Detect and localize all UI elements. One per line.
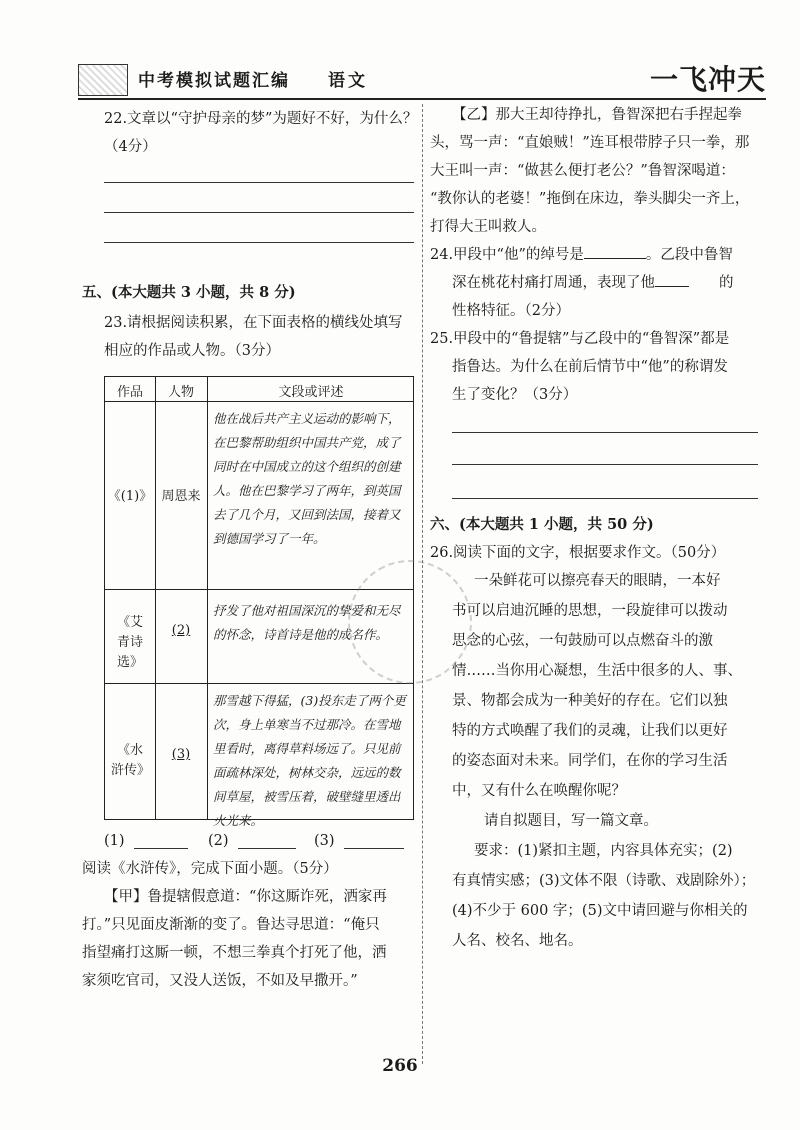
essay-line7: 的姿态面对未来。同学们，在你的学习生活 [452,753,728,769]
fill-blank-3[interactable] [344,848,404,849]
question-24-text-c: 深在桃花村痛打周通，表现了他 [452,275,655,291]
passage-yi-line3: 大王叫一声：“做甚么便打老公？”鲁智深喝道： [430,163,735,179]
essay-prompt: 请自拟题目，写一篇文章。 [484,813,658,829]
answer-line[interactable] [452,498,758,499]
question-24-line3: 性格特征。（2分） [452,303,570,319]
table-row-1-desc: 他在战后共产主义运动的影响下，在巴黎帮助组织中国共产党，成了同时在中国成立的这个组织的创建人。他在巴黎学习了两年，到英国去了几个月，又回到法国，接着又到德国学习了一年。 [213,411,401,546]
table-row-3-desc: 那雪越下得猛，(3)投东走了两个更次，身上单寒当不过那冷。在雪地里看时，离得草料场远了。只见前面疏林深处，树林交杂，远远的数间草屋，被雪压着，破壁缝里透出火光来。 [213,693,406,828]
question-25-line1: 25.甲段中的“鲁提辖”与乙段中的“鲁智深”都是 [430,331,730,347]
header-subject: 语文 [328,71,368,91]
answer-line[interactable] [104,182,414,183]
header-brand: 一飞冲天 [649,63,766,96]
essay-line1: 一朵鲜花可以擦亮春天的眼睛，一本好 [474,573,721,589]
passage-yi-line2: 头，骂一声：“直娘贼！”连耳根带脖子只一拳，那 [430,135,750,151]
question-23-line1: 23.请根据阅读积累，在下面表格的横线处填写 [104,315,403,331]
page-header [78,58,766,98]
fill-blank-1[interactable] [134,848,188,849]
question-26: 26.阅读下面的文字，根据要求作文。（50分） [430,545,726,561]
answer-line[interactable] [452,432,758,433]
question-24-line1 [430,242,733,268]
question-24-line2 [452,270,734,296]
book-logo-icon [78,64,128,96]
question-24-text-a: 24.甲段中“他”的绰号是 [430,247,584,263]
passage-yi-line4: “教你认的老婆！”拖倒在床边，拳头脚尖一齐上， [430,191,750,207]
q24-blank-trait[interactable] [655,286,689,287]
question-25-line3: 生了变化？（3分） [452,387,578,403]
answer-line[interactable] [452,464,758,465]
table-row-2-desc: 抒发了他对祖国深沉的挚爱和无尽的怀念，诗首诗是他的成名作。 [213,603,401,642]
essay-line4: 情……当你用心凝想，生活中很多的人、事、 [452,663,742,679]
q24-blank-nickname[interactable] [584,258,646,259]
essay-line3: 思念的心弦，一句鼓励可以点燃奋斗的激 [452,633,713,649]
page-number: 266 [382,1056,418,1076]
table-header-person: 人物 [167,385,194,400]
table-row-2-work: 《艾青诗选》 [116,615,143,670]
essay-requirements-line2: 有真情实感；(3)文体不限（诗歌、戏剧除外）； [452,873,756,889]
header-title: 中考模拟试题汇编 [138,71,290,91]
essay-requirements-line1: 要求：(1)紧扣主题，内容具体充实；(2) [474,843,733,859]
passage-jia-line4: 家须吃官司，又没人送饭，不如及早撒开。” [82,973,358,989]
question-22: 22.文章以“守护母亲的梦”为题好不好，为什么？ [104,111,418,127]
table-header-desc: 文段或评述 [278,385,344,400]
fill-label-1: (1) [104,833,125,849]
passage-jia-line2: 打。”只见面皮渐渐的变了。鲁达寻思道：“俺只 [82,917,380,933]
question-22-score: （4分） [104,139,157,155]
reading-intro: 阅读《水浒传》，完成下面小题。（5分） [82,861,338,877]
question-25-line2: 指鲁达。为什么在前后情节中“他”的称谓发 [452,359,728,375]
section-6-heading: 六、(本大题共 1 小题，共 50 分) [430,516,654,533]
answer-line[interactable] [104,242,414,243]
essay-requirements-line4: 人名、校名、地名。 [452,933,583,949]
essay-line5: 景、物都会成为一种美好的存在。它们以独 [452,693,728,709]
passage-jia-line3: 指望痛打这厮一顿，不想三拳真个打死了他，洒 [82,945,387,961]
table-header-work: 作品 [116,385,143,400]
section-5-heading: 五、(本大题共 3 小题，共 8 分) [82,284,296,301]
fill-label-3: (3) [314,833,335,849]
question-23-line2: 相应的作品或人物。（3分） [104,343,280,359]
table-row-3-person[interactable]: (3) [171,747,191,762]
header-divider [78,98,766,100]
table-row-2-person[interactable]: (2) [171,623,191,638]
fill-label-2: (2) [208,833,229,849]
table-row-1-work[interactable]: 《(1)》 [107,489,153,504]
essay-line2: 书可以启迪沉睡的思想，一段旋律可以拨动 [452,603,728,619]
question-24-text-d: 的 [719,275,734,291]
essay-line6: 特的方式唤醒了我们的灵魂，让我们以更好 [452,723,728,739]
fill-blank-2[interactable] [238,848,296,849]
answer-line[interactable] [104,212,414,213]
essay-line8: 中，又有什么在唤醒你呢？ [452,783,626,799]
passage-yi-line1: 【乙】那大王却待挣扎，鲁智深把右手捏起拳 [452,107,742,123]
question-24-text-b: 。乙段中鲁智 [645,247,733,263]
essay-requirements-line3: (4)不少于 600 字；(5)文中请回避与你相关的 [452,903,748,919]
passage-yi-line5: 打得大王叫救人。 [430,219,546,235]
passage-jia-line1: 【甲】鲁提辖假意道：“你这厮诈死，洒家再 [104,889,387,905]
table-row-3-work: 《水浒传》 [111,743,151,778]
table-row-1-person: 周恩来 [161,489,201,504]
